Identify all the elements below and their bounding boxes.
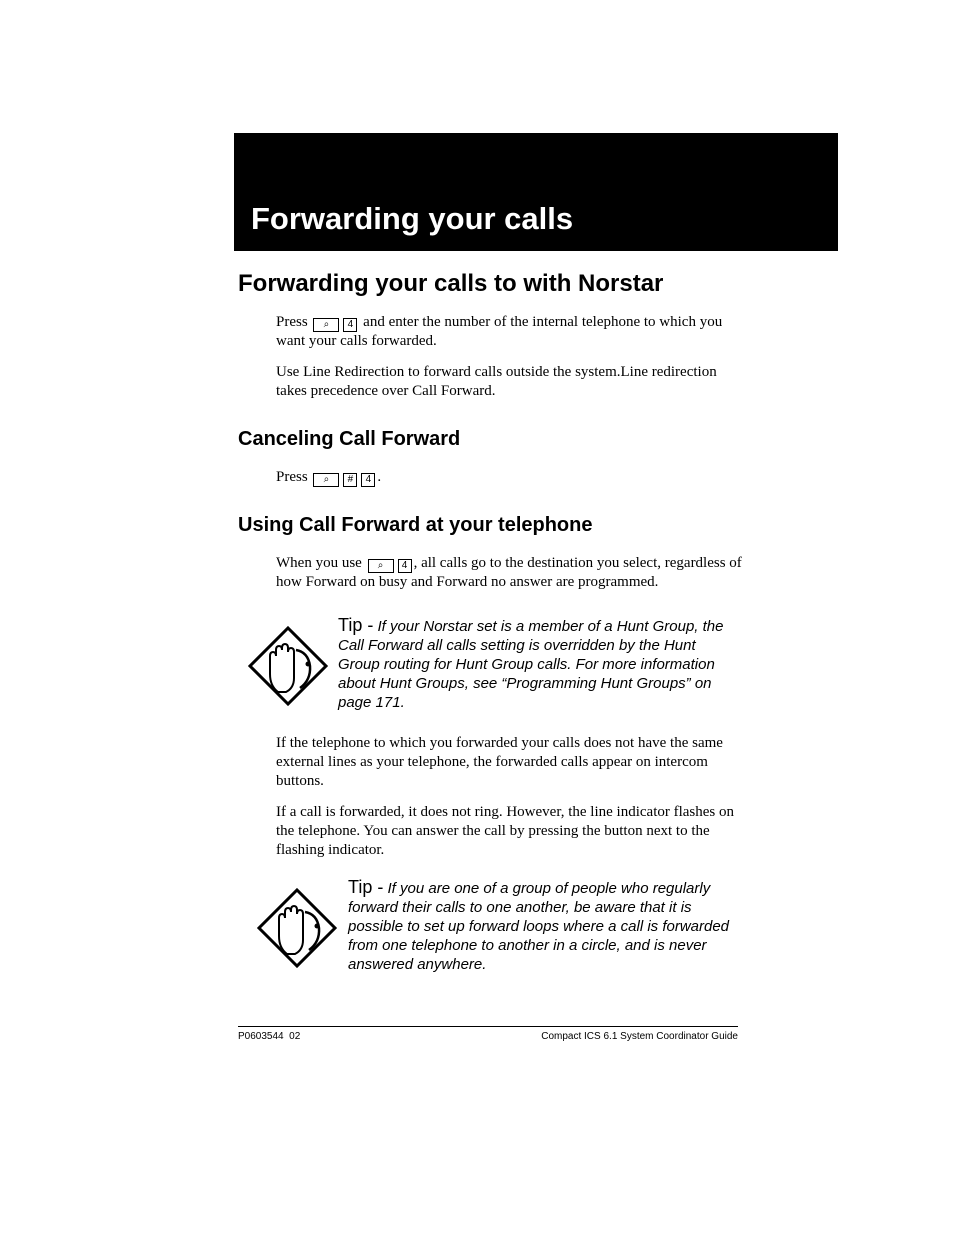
intro-paragraph [276,313,742,351]
lines-paragraph: If the telephone to which you forwarded your calls does not have the same external lines as your telephone, the forwarded calls appear on intercom buttons. [276,735,723,789]
line-redirection-paragraph: Use Line Redirection to forward calls outside the system.Line redirection takes precedence over Call Forward. [276,364,717,399]
ring-paragraph: If a call is forwarded, it does not ring. However, the line indicator flashes on the telephone. You can answer the call by pressing the button next to the flashing indicator. [276,804,735,858]
key-4: 4 [343,318,357,332]
tip-1 [338,616,738,712]
using-text: , all calls go to the destination you select, regardless of how Forward on busy and Forward no answer are programmed. [276,555,742,590]
footer-doc-number: P0603544 02 [238,1031,301,1042]
tip-label: Tip - [348,877,384,897]
cancel-paragraph [276,468,742,487]
section-title: Forwarding your calls to with Norstar [238,270,664,297]
feature-key-icon: ⌕ [313,473,339,487]
intro-text: and enter the number of the internal telephone to which you want your calls forwarded. [276,314,723,349]
footer-guide-title: Compact ICS 6.1 System Coordinator Guide [541,1031,738,1042]
using-paragraph [276,554,742,592]
using-title: Using Call Forward at your telephone [238,514,593,536]
press-label: Press [276,469,308,485]
tip-2 [348,878,740,974]
key-4: 4 [361,473,375,487]
canceling-title: Canceling Call Forward [238,428,461,450]
key-4: 4 [398,559,412,573]
tip-text: If your Norstar set is a member of a Hunt Group, the Call Forward all calls setting is overridden by the Hunt Group routing for Hunt Group calls. For more information about Hunt Groups, see “Programming Hunt Groups” on page 171. [338,618,724,711]
chapter-banner [234,133,838,251]
tip-label: Tip - [338,615,374,635]
press-label: Press [276,314,308,330]
footer-rule [238,1026,738,1027]
tip-text: If you are one of a group of people who regularly forward their calls to one another, be aware that it is possible to set up forward loops where a call is forwarded from one telephone to another in a circle, and is never answered anywhere. [348,880,730,973]
chapter-title: Forwarding your calls [251,201,574,236]
hand-stop-icon [248,626,328,706]
hand-stop-icon [257,888,337,968]
period: . [377,469,382,485]
key-hash: # [343,473,357,487]
using-lead: When you use [276,555,362,571]
feature-key-icon: ⌕ [368,559,394,573]
feature-key-icon: ⌕ [313,318,339,332]
